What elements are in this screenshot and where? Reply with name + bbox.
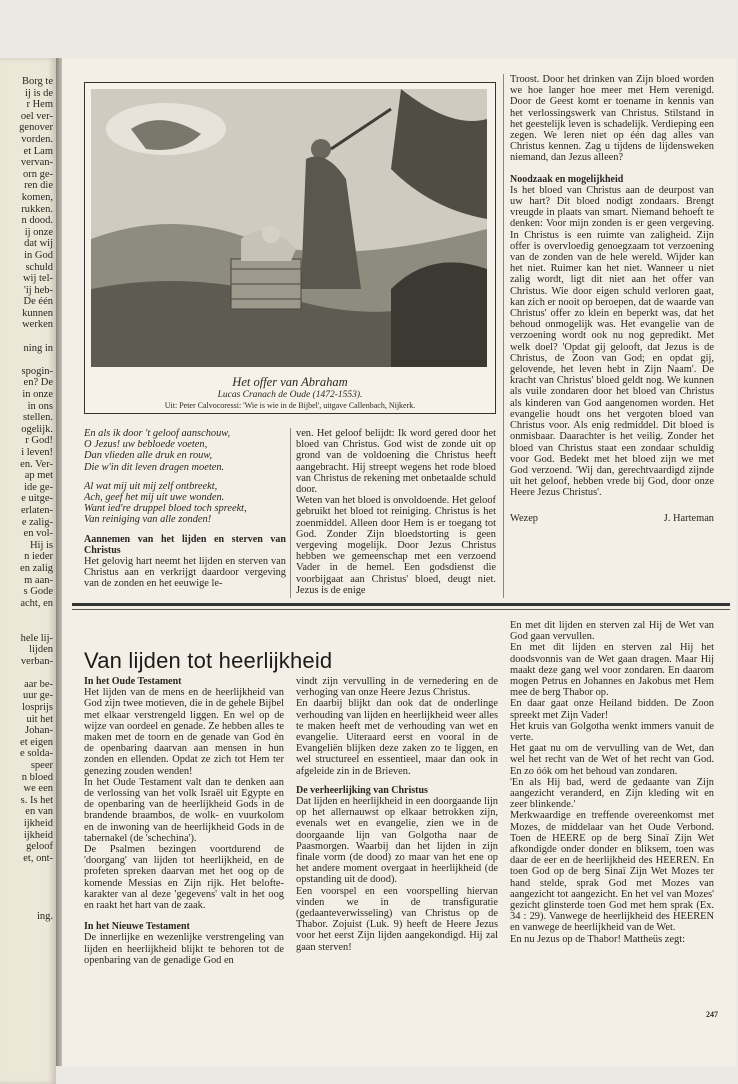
facing-page-line: spogin- [21,365,53,377]
top-column-1 [84,428,286,590]
facing-page-line: ijkheid [23,818,53,829]
paragraph: Weten van het bloed is onvoldoende. Het geloof gebruikt het bloed tot reiniging. Christus is het zoenmiddel. Alleen door Hem is er toegang tot God. Zonder Zijn bloedstorting is geen vergeving mogelijk. Door Jezus Christus hebben we gemeenschap met een verzoend Vader in de hemel. Een godsdienst die voorbijgaat aan Christus' bloed, deugt niet. Jezus is de enige [296,495,496,596]
facing-page-line: erlaten- [20,504,53,516]
poem-line: Al wat mij uit mij zelf ontbreekt, [84,480,218,492]
facing-page-line [0,621,56,633]
facing-page-strip [0,58,56,1084]
facing-page-line [0,331,56,343]
facing-page-line [0,609,56,621]
poem-line: Ach, geef het mij uit uwe wonden. [84,492,225,504]
facing-page-line: en. Ver- [20,458,53,470]
facing-page-line: et Lam [23,145,53,157]
facing-page-line: orn ge- [22,168,53,180]
facing-page-line: i leven! [21,447,53,458]
facing-page-line: ogelijk. [21,423,53,435]
facing-page-line: vervan- [20,157,53,169]
facing-page-line: ij is de [25,87,53,99]
paragraph: Het gelovig hart neemt het lijden en sterven van Christus aan en verkrijgt daardoor vergeving van de zonden en het eeuwige le- [84,556,286,590]
paragraph: Het kruis van Golgotha wenkt immers vanuit de verte. [510,720,714,744]
paragraph: En daarbij blijkt dan ook dat de onderlinge verhouding van lijden en heerlijkheid weer alles te maken heeft met de verhouding van wet en evangelie. Uiteraard eerst en vooral in de Evangeliën blijken deze zaken zo te liggen, en wel structureel en essentieel, maar dan ook in afgeleide zin in de Brieven. [296,698,498,777]
paragraph: En daar gaat onze Heiland bidden. De Zoon spreekt met Zijn Vader! [510,698,714,721]
paragraph: En nu Jezus op de Thabor! Mattheüs zegt: [510,933,685,945]
column-divider [503,74,504,598]
article-column-3 [510,620,714,945]
poem-line: Die w'in dit leven dragen moeten. [84,461,225,473]
facing-page-line: r Hem [26,99,53,111]
facing-page-line: uur ge- [22,690,53,702]
facing-page-line: et, ont- [23,852,53,864]
facing-page-line: speer [30,760,53,772]
facing-page-line: e solda- [20,748,53,760]
facing-page-line: in onze [22,389,53,401]
paragraph: Een voorspel en een voorspelling hiervan vinden we in de transfiguratie (gedaanteverwisseling) van Christus op de Thabor. Zojuist (Luk. 9) heeft de Heere Jezus voor het eerst Zijn lijden aangekondigd. Hij zal gaan sterven! [296,885,498,953]
facing-page-line: en van [25,806,53,818]
facing-page-line: De één [23,296,53,308]
paragraph: In het Oude Testament valt dan te denken aan de verlossing van het volk Israël uit Egypte en de openbaring van de heerlijkheid Gods in de brandende braambos, de wolk- en vuurkolom en de inwoning van de heerlijkheid Gods in de tabernakel (de 'schechina'). [84,776,284,844]
top-column-2 [296,428,496,596]
facing-page-line: vorden. [21,133,53,145]
facing-page-line: kunnen [22,307,53,319]
facing-page-line: e zalig- [21,516,53,528]
facing-page-line: n dood. [21,215,53,227]
facing-page-line: geloof [26,841,53,853]
figure-artist: Lucas Cranach de Oude (1472-1553). [217,390,363,400]
facing-page-line: en zalig [20,562,53,574]
section-rule [72,603,730,606]
facing-page-line: ning in [23,342,53,354]
poem-line: Van reiniging van alle zonden! [84,514,212,526]
column-divider [290,428,291,598]
poem-line: En als ik door 't geloof aanschouw, [84,428,231,439]
facing-page-line [0,354,56,366]
top-column-3 [510,74,714,524]
facing-page-line: oel ver- [20,110,53,122]
facing-page-line: n ieder [24,551,53,563]
page-number: 247 [706,1010,718,1019]
facing-page-line: e uitge- [21,493,53,505]
facing-page-line: Borg te [21,76,53,87]
facing-page-line: stellen. [22,412,53,424]
paragraph: Troost. Door het drinken van Zijn bloed worden we hoe langer hoe meer met Hem verenigd. Door de Geest komt er toename in kennis van het verlossingswerk van Christus. Stilstand in het geestelijk leven is schadelijk. Verdieping een zegen. We leren niet op één dag alles van Christus kennen. Zag u tijdens de lijdensweken niemand, dan Jezus alleen? [510,74,714,164]
facing-page-line: hele lij- [20,632,53,644]
paragraph: 'En als Hij bad, werd de gedaante van Zijn aangezicht veranderd, en Zijn kleding wit en zeer blinkende.' [510,776,714,811]
facing-page-line: m aan- [24,574,53,586]
facing-page-line [0,876,56,888]
facing-page-line: rukken. [21,203,53,215]
facing-page-line: 'ij heb- [23,284,53,296]
facing-page-line: lijden [29,644,53,656]
paragraph: De Psalmen bezingen voortdurend de 'doorgang' van lijden tot heerlijkheid, en de profeten spreken daarvan met het oog op de komende Messias en Zijn rijk. Het belofte-karakter van al deze 'gegevens' valt in het oog en raakt het hart van de zaak. [84,844,284,912]
paragraph: Het gaat nu om de vervulling van de Wet, dan wel het recht van de Wet of het recht van God. En zo óók om het behoud van zondaren. [510,743,714,777]
facing-page-line: komen, [21,191,53,203]
facing-page-line: s. Is het [20,794,53,806]
facing-page-line: ijkheid [23,829,53,841]
figure-frame [84,82,496,414]
heading-noodzaak: Noodzaak en mogelijkheid [510,173,624,185]
heading-aannemen: Aannemen van het lijden en sterven van Christus [84,533,286,556]
facing-page-line [0,888,56,900]
facing-page-line: wij tel- [22,273,53,285]
facing-page-line: dat wij [24,238,53,250]
poem-line: Dan vlieden alle druk en rouw, [84,450,213,462]
facing-page-line [0,667,56,679]
paragraph: Het lijden van de mens en de heerlijkheid van God zijn twee motieven, die in de gehele Bijbel met elkaar verstrengeld liggen. En wel op de wijze van oordeel en genade. Ze hebben alles te maken met de toorn en de genade van God èn de openbaring daarvan aan mensen in hun zonden en ellenden. Opdat ze zich tot Hem ter genezing zouden wenden! [84,687,284,777]
facing-page-line: verban- [20,655,53,667]
paragraph: En met dit lijden en sterven zal Hij de Wet van God gaan vervullen. [510,620,714,643]
facing-page-line: uit het [26,713,53,725]
place: Wezep [510,512,539,524]
facing-page-line: ap met [24,470,53,482]
facing-page-line: et eigen [20,736,53,748]
article-column-2 [296,676,498,953]
facing-page-line: we een [23,783,53,795]
author: J. Harteman [663,512,714,524]
facing-page-line: r God! [25,435,53,447]
facing-page-line: Hij is [29,539,53,551]
article-column-1 [84,676,284,966]
section-rule-thin [72,609,730,610]
facing-page-line [0,899,56,911]
facing-page-line: ij onze [24,226,53,238]
paragraph: De innerlijke en wezenlijke verstrengeling van lijden en heerlijkheid blijkt te behoren tot de openbaring van de genadige God en [84,932,284,966]
facing-page-line: losprijs [22,702,53,714]
heading-nieuwe-testament: In het Nieuwe Testament [84,921,190,933]
facing-page-line [0,864,56,876]
paragraph: Is het bloed van Christus aan de deurpost van uw hart? Dit bloed nodigt zondaars. Brengt vreugde in plaats van smart. Niemand behoeft te denken: Voor mijn zonden is er geen vergeving. In Christus is een ruimte van zaligheid. Zijn offer is overvloedig genoegzaam tot verzoening van de zonden van de hele wereld. Wijder kan het niet. Ruimer kan het niet. Wanneer u niet zalig wordt, ligt dit niet aan het offer van Christus. Wie door eigen schuld verloren gaat, kan zich er nooit op beroepen, dat de waarde van Christus' offer zo klein en beperkt was, dat het behoud onmogelijk was. Het evangelie van de verzoening wordt ook nu nog gepredikt. Met welk doel? 'Opdat gij gelooft, dat Jezus is de Christus, de Zoon van God; en opdat gij, gelovende, het leven hebt in Zijn Naam'. De kracht van Christus' bloed geldt nog. We kunnen als vuile zondaren door het bloed van Christus als kinderen van God aangenomen worden. Het evangelie houdt ons het vergoten bloed van Christus voor. Als enig redmiddel. Dit bloed is onmisbaar. Daarachter is het veilig. Zonder het bloed van Christus staat een zondaar schuldig voor God. Bedekt met het bloed zijn we met God verzoend. 'Wij dan, gerechtvaardigd zijnde uit het geloof, hebben vrede bij God, door onze Heere Jezus Christus'. [510,184,714,499]
facing-page-line: ing. [36,910,53,922]
painting-image [91,89,487,367]
facing-page-line: ide ge- [24,481,53,493]
facing-page-line: in God [24,249,53,261]
facing-page-line: acht, en [20,597,53,609]
facing-page-line: genover [19,122,53,134]
figure-title: Het offer van Abraham [232,375,348,389]
facing-page-line: werken [22,319,53,331]
facing-page-line: Johan- [25,725,53,737]
paragraph: ven. Het geloof belijdt: Ik word gered door het bloed van Christus. God wist de zonde uit op grond van de voldoening die Christus heeft aangebracht. Hij streept wegens het rode bloed van Christus de rekening met onbetaalde schuld door. [296,428,496,496]
heading-oude-testament: In het Oude Testament [84,676,182,687]
facing-page-line: n bloed [21,771,53,783]
facing-page-line: ren die [24,180,53,192]
facing-page-line: schuld [25,261,53,273]
poem-stanza-1 [84,428,286,473]
poem-line: O Jezus! uw bebloede voeten, [84,439,208,451]
heading-verheerlijking: De verheerlijking van Christus [296,784,428,796]
facing-page-line: in ons [27,400,53,412]
facing-page-line: aar be- [24,678,53,690]
paragraph: En met dit lijden en sterven zal Hij het doodsvonnis van de Wet gaan dragen. Maar Hij maakt deze gang wel voor zondaren. En daarom mogen Petrus en Johannes en Jakobus met Hem mee de berg Thabor op. [510,642,714,699]
paragraph: Dat lijden en heerlijkheid in een doorgaande lijn op het allernauwst op elkaar betrokken zijn, evenals wet en evangelie, zien we in de doorgaande lijn van Golgotha naar de Paasmorgen. Waarbij dan het lijden in zijn finale vorm (de dood) zo maar van het ene op het andere moment overgaat in heerlijkheid (de opstanding uit de dood). [296,796,498,886]
paragraph: Merkwaardige en treffende overeenkomst met Mozes, de middelaar van het Oude Verbond. Toen de HEERE op de berg Sinaï Zijn Wet afkondigde onder donder en bliksem, toen was daar de eer en de heerlijkheid des HEEREN. En toen God op de berg Sinaï Zijn Wet Mozes ter hand stelde, sprak God met Mozes van aangezicht tot aangezicht. En het vel van Mozes' gezicht glinsterde toen God met hem sprak (Ex. 34 : 29). Vanwege de heerlijkheid des HEEREN en vanwege de heerlijkheid van de Wet. [510,810,714,934]
signoff [510,513,714,524]
facing-page-line: en vol- [23,528,53,540]
poem-stanza-2 [84,481,286,526]
poem-line: Want ied're druppel bloed toch spreekt, [84,503,247,515]
facing-page-line: en? De [23,377,53,389]
facing-page-line: s Gode [23,586,53,598]
paragraph: vindt zijn vervulling in de vernedering en de verhoging van onze Heere Jezus Christus. [296,676,498,699]
article-title: Van lijden tot heerlijkheid [84,648,333,673]
figure-source: Uit: Peter Calvocoressi: 'Wie is wie in de Bijbel', uitgave Callenbach, Nijkerk. [164,401,416,410]
